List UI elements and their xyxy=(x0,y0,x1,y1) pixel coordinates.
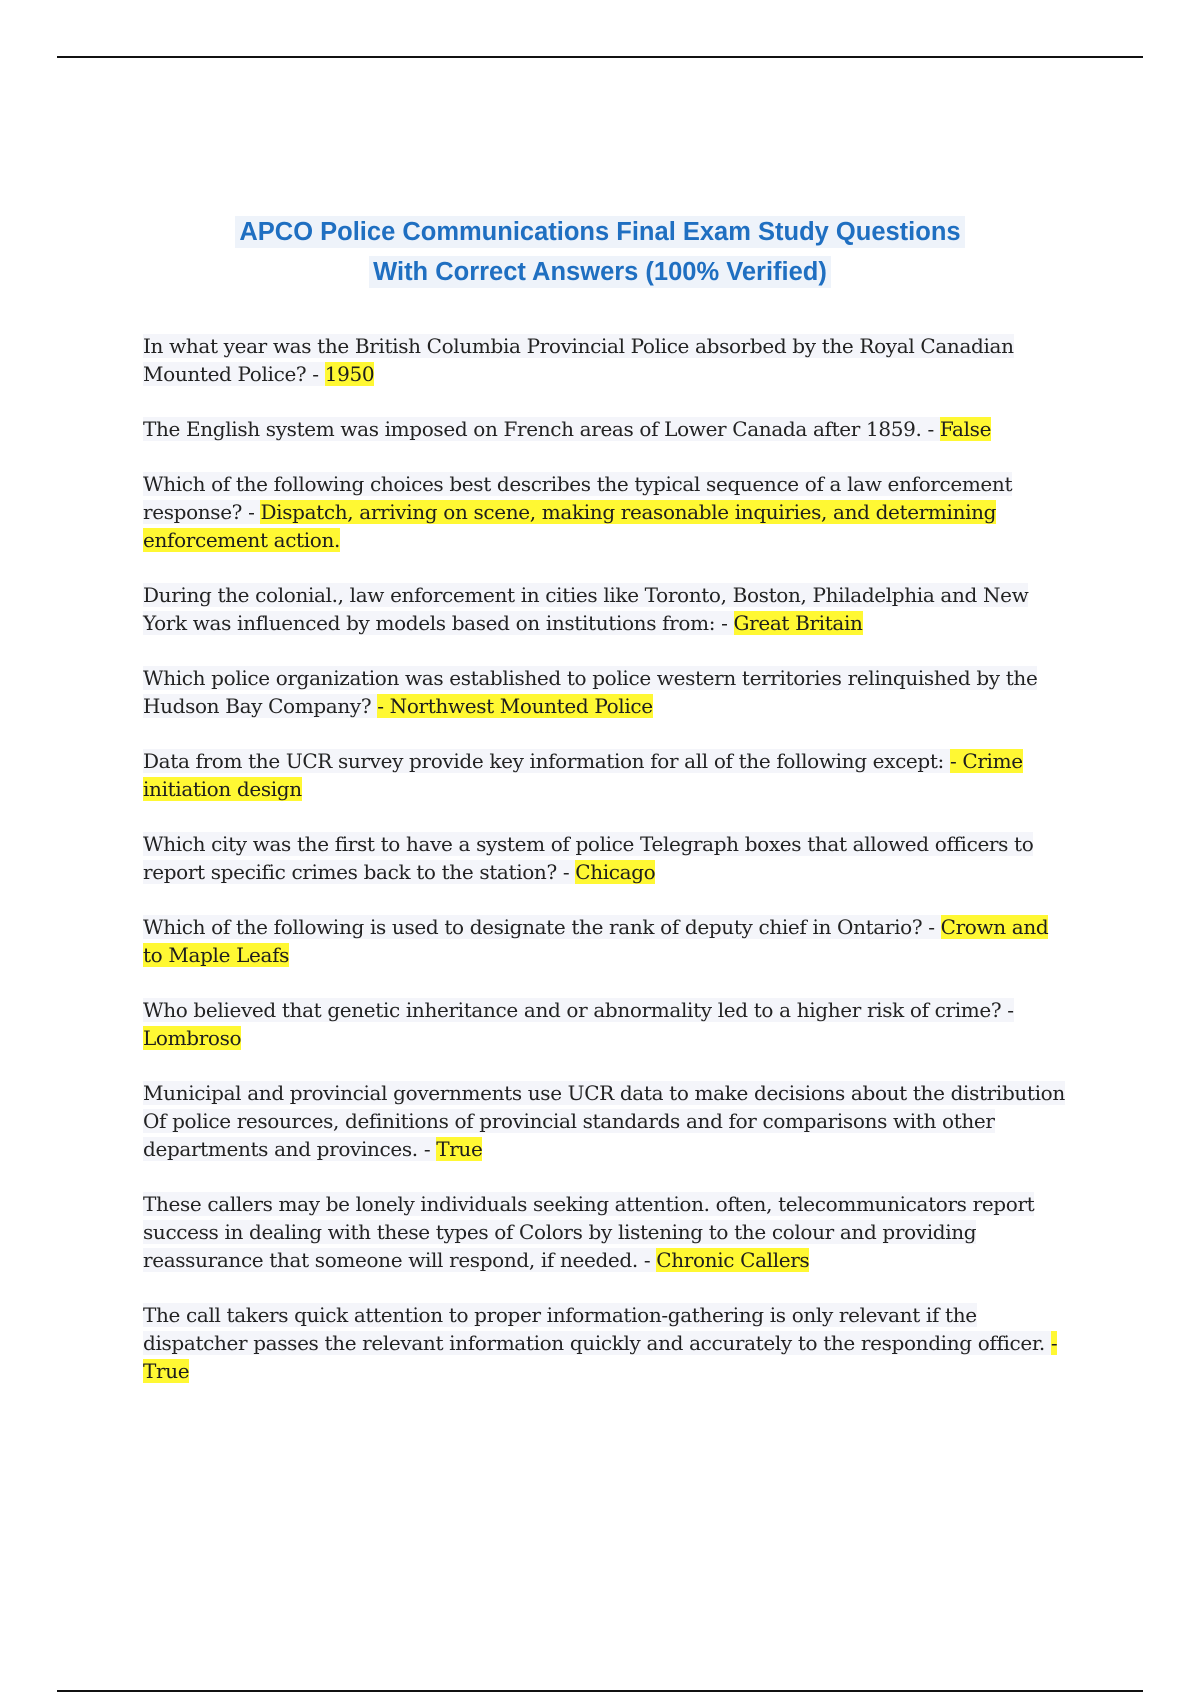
question-text: Which of the following is used to designate the rank of deputy chief in Ontario? - xyxy=(143,915,941,939)
qa-item xyxy=(143,996,1068,1052)
answer-highlight: Lombroso xyxy=(143,1026,242,1050)
qa-item xyxy=(143,415,1068,443)
answer-highlight: 1950 xyxy=(324,362,375,386)
question-text: Which of the following choices best describes the typical sequence of a law enforcement response? - xyxy=(143,472,1013,524)
question-text: The English system was imposed on French areas of Lower Canada after 1859. - xyxy=(143,417,940,441)
qa-item xyxy=(143,747,1068,803)
qa-item xyxy=(143,664,1068,720)
qa-item xyxy=(143,913,1068,969)
question-text: Data from the UCR survey provide key information for all of the following except: xyxy=(143,749,950,773)
top-rule xyxy=(57,56,1143,58)
answer-highlight: True xyxy=(436,1137,483,1161)
qa-item xyxy=(143,1190,1068,1274)
title-line-2: With Correct Answers (100% Verified) xyxy=(369,256,831,288)
qa-item xyxy=(143,830,1068,886)
answer-highlight: Chicago xyxy=(575,860,656,884)
question-text: During the colonial., law enforcement in cities like Toronto, Boston, Philadelphia and New York was influenced by models based on institutions from: - xyxy=(143,583,1029,635)
question-text: Municipal and provincial governments use UCR data to make decisions about the distribution Of police resources, definitions of provincial standards and for comparisons with other departments and provinces. - xyxy=(143,1081,1065,1161)
qa-item xyxy=(143,1079,1068,1163)
question-text: The call takers quick attention to proper information-gathering is only relevant if the dispatcher passes the relevant information quickly and accurately to the responding officer. xyxy=(143,1303,1051,1355)
document-title xyxy=(60,212,1140,292)
question-text: In what year was the British Columbia Provincial Police absorbed by the Royal Canadian Mounted Police? - xyxy=(143,334,1014,386)
answer-highlight: Dispatch, arriving on scene, making reasonable inquiries, and determining enforcement action. xyxy=(143,500,997,552)
qa-item xyxy=(143,332,1068,388)
question-text: These callers may be lonely individuals seeking attention. often, telecommunicators report success in dealing with these types of Colors by listening to the colour and providing reassurance that someone will respond, if needed. - xyxy=(143,1192,1035,1272)
question-text: Which city was the first to have a system of police Telegraph boxes that allowed officers to report specific crimes back to the station? - xyxy=(143,832,1034,884)
answer-highlight: - Northwest Mounted Police xyxy=(377,694,653,718)
answer-highlight: Chronic Callers xyxy=(656,1248,810,1272)
question-text: Who believed that genetic inheritance and or abnormality led to a higher risk of crime? - xyxy=(143,998,1014,1022)
qa-item xyxy=(143,581,1068,637)
qa-item xyxy=(143,470,1068,554)
answer-highlight: Great Britain xyxy=(733,611,863,635)
answer-highlight: False xyxy=(939,417,992,441)
bottom-rule xyxy=(57,1690,1143,1692)
answer-highlight: Crown and to Maple Leafs xyxy=(143,915,1049,967)
title-line-1: APCO Police Communications Final Exam Study Questions xyxy=(235,216,964,248)
answer-highlight: - Crime initiation design xyxy=(143,749,1023,801)
answer-highlight: - True xyxy=(143,1331,1058,1383)
qa-item xyxy=(143,1301,1068,1385)
question-text: Which police organization was established to police western territories relinquished by the Hudson Bay Company? xyxy=(143,666,1038,718)
qa-list xyxy=(143,332,1068,1412)
